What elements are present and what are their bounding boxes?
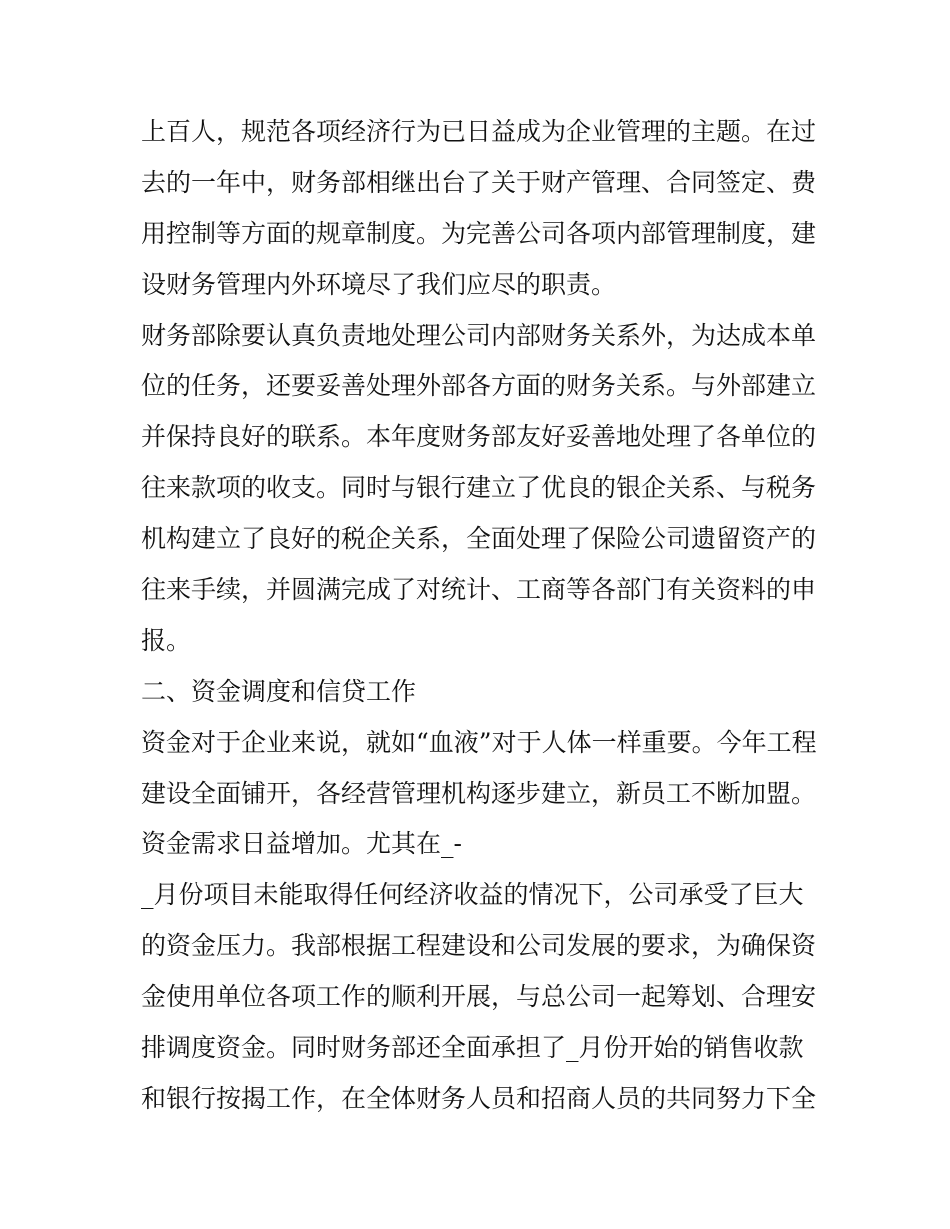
text-line: 往来手续，并圆满完成了对统计、工商等各部门有关资料的申 (141, 575, 817, 605)
text-line: 资金需求日益增加。尤其在_- (141, 829, 462, 859)
text-line: 资金对于企业来说，就如“血液”对于人体一样重要。今年工程 (141, 727, 817, 757)
text-line: 设财务管理内外环境尽了我们应尽的职责。 (141, 269, 617, 299)
text-line: 往来款项的收支。同时与银行建立了优良的银企关系、与税务 (141, 473, 817, 503)
text-line: 排调度资金。同时财务部还全面承担了_月份开始的销售收款 (141, 1033, 804, 1063)
text-line: 去的一年中，财务部相继出台了关于财产管理、合同签定、费 (141, 167, 817, 197)
section-heading: 二、资金调度和信贷工作 (141, 676, 417, 706)
text-line: 用控制等方面的规章制度。为完善公司各项内部管理制度，建 (141, 218, 817, 248)
text-line: 财务部除要认真负责地处理公司内部财务关系外，为达成本单 (141, 320, 817, 350)
text-line: 金使用单位各项工作的顺利开展，与总公司一起筹划、合理安 (141, 982, 817, 1012)
text-line: 建设全面铺开，各经营管理机构逐步建立，新员工不断加盟。 (141, 778, 817, 808)
text-line: 和银行按揭工作，在全体财务人员和招商人员的共同努力下全 (141, 1083, 817, 1113)
text-line: _月份项目未能取得任何经济收益的情况下，公司承受了巨大 (141, 880, 804, 910)
document-body (141, 107, 821, 1125)
text-line: 的资金压力。我部根据工程建设和公司发展的要求，为确保资 (141, 931, 817, 961)
text-line: 报。 (141, 625, 192, 655)
text-line: 机构建立了良好的税企关系，全面处理了保险公司遗留资产的 (141, 524, 817, 554)
text-line: 位的任务，还要妥善处理外部各方面的财务关系。与外部建立 (141, 371, 817, 401)
text-line: 上百人，规范各项经济行为已日益成为企业管理的主题。在过 (141, 117, 817, 146)
text-line: 并保持良好的联系。本年度财务部友好妥善地处理了各单位的 (141, 422, 817, 452)
